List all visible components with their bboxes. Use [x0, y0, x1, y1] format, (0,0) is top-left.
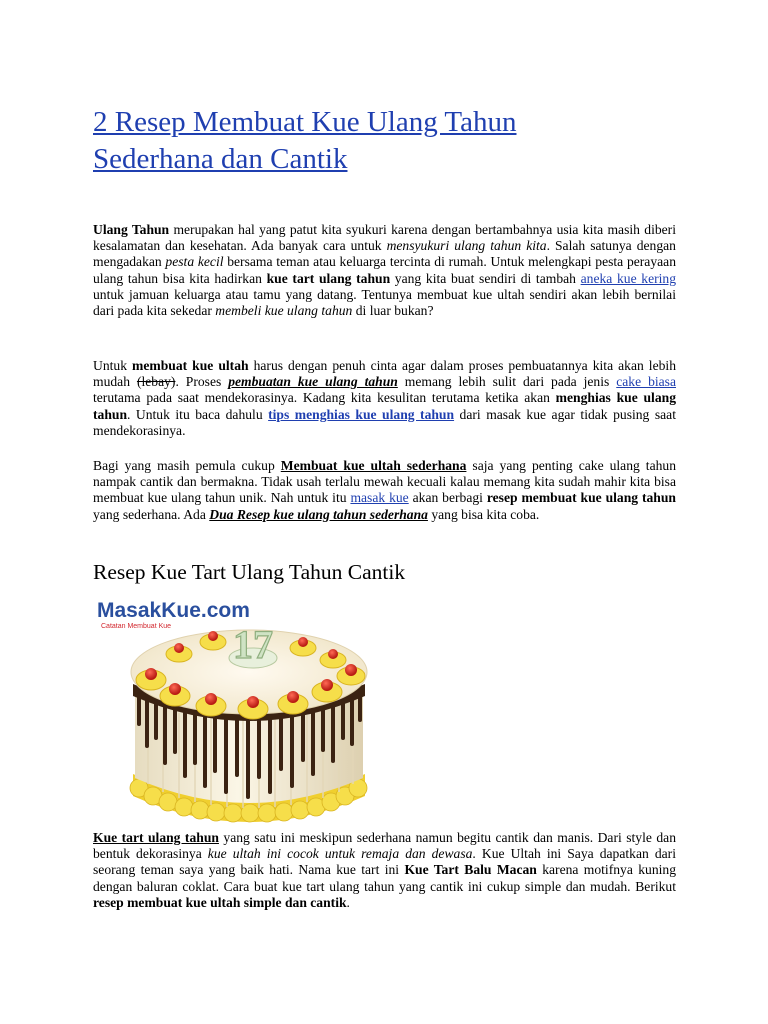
- aneka-kue-kering-link[interactable]: aneka kue kering: [580, 270, 677, 286]
- kue-tart-ulang-tahun-link[interactable]: Kue tart ulang tahun: [93, 830, 219, 845]
- beginner-paragraph: Bagi yang masih pemula cukup Membuat kue ultah sederhana saja yang penting cake ulang tahun nampak cantik dan bermakna. Tidak usah terlalu mewah kecuali kalau memang kita sudah mahir kita bisa membuat kue ulang tahun unik. Nah untuk itu masak kue akan berbagi resep membuat kue ulang tahun yang sederhana. Ada Dua Resep kue ulang tahun sederhana yang bisa kita coba.: [93, 458, 677, 522]
- masakkue-logo: [97, 599, 250, 630]
- recipe-description-paragraph: Kue tart ulang tahun yang satu ini meskipun sederhana namun begitu cantik dan manis. Dari style dan bentuk dekorasinya kue ultah ini cocok untuk remaja dan dewasa. Kue Ultah ini Saya dapatkan dari seorang teman saya yang baik hati. Nama kue tart ini Kue Tart Balu Macan karena motifnya kuning dengan baluran coklat. Cara buat kue tart ulang tahun yang cantik ini cukup simple dan mudah. Berikut resep membuat kue ultah simple dan cantik.: [93, 830, 677, 910]
- logo-brand-text: MasakKue.com: [97, 599, 250, 622]
- logo-tagline-text: Catatan Membuat Kue: [101, 623, 172, 630]
- number-17-decoration: [229, 622, 277, 668]
- intro-paragraph: Ulang Tahun merupakan hal yang patut kita syukuri karena dengan bertambahnya usia kita masih diberi kesalamatan dan kesehatan. Ada banyak cara untuk mensyukuri ulang tahun kita. Salah satunya dengan mengadakan pesta kecil bersama teman atau keluarga tercinta di rumah. Untuk melengkapi pesta perayaan ulang tahun bisa kita hadirkan kue tart ulang tahun yang kita buat sendiri di tambah aneka kue kering untuk jamuan keluarga atau tamu yang datang. Tentunya membuat kue ultah sendiri akan lebih bernilai dari pada kita sekedar membeli kue ulang tahun di luar bukan?: [93, 222, 677, 319]
- dua-resep-link[interactable]: Dua Resep kue ulang tahun sederhana: [209, 506, 428, 522]
- section-heading: Resep Kue Tart Ulang Tahun Cantik: [93, 560, 406, 584]
- candle-number-text: 17: [233, 622, 273, 667]
- article-title[interactable]: [93, 104, 653, 178]
- pembuatan-kue-ulang-tahun-link[interactable]: pembuatan kue ulang tahun: [228, 374, 398, 390]
- cake-biasa-link[interactable]: cake biasa: [616, 374, 676, 390]
- masak-kue-link[interactable]: masak kue: [350, 490, 409, 506]
- article-title-link[interactable]: 2 Resep Membuat Kue Ulang Tahun Sederhana dan Cantik: [93, 106, 517, 175]
- tips-menghias-link[interactable]: tips menghias kue ulang tahun: [268, 406, 455, 422]
- cake-photo: [93, 596, 405, 824]
- membuat-kue-ultah-sederhana-link[interactable]: Membuat kue ultah sederhana: [280, 458, 467, 473]
- process-paragraph: Untuk membuat kue ultah harus dengan penuh cinta agar dalam proses pembuatannya kita akan lebih mudah (lebay). Proses pembuatan kue ulang tahun memang lebih sulit dari pada jenis cake biasa terutama pada saat mendekorasinya. Kadang kita kesulitan terutama ketika akan menghias kue ulang tahun. Untuk itu baca dahulu tips menghias kue ulang tahun dari masak kue agar tidak pusing saat mendekorasinya.: [93, 358, 676, 438]
